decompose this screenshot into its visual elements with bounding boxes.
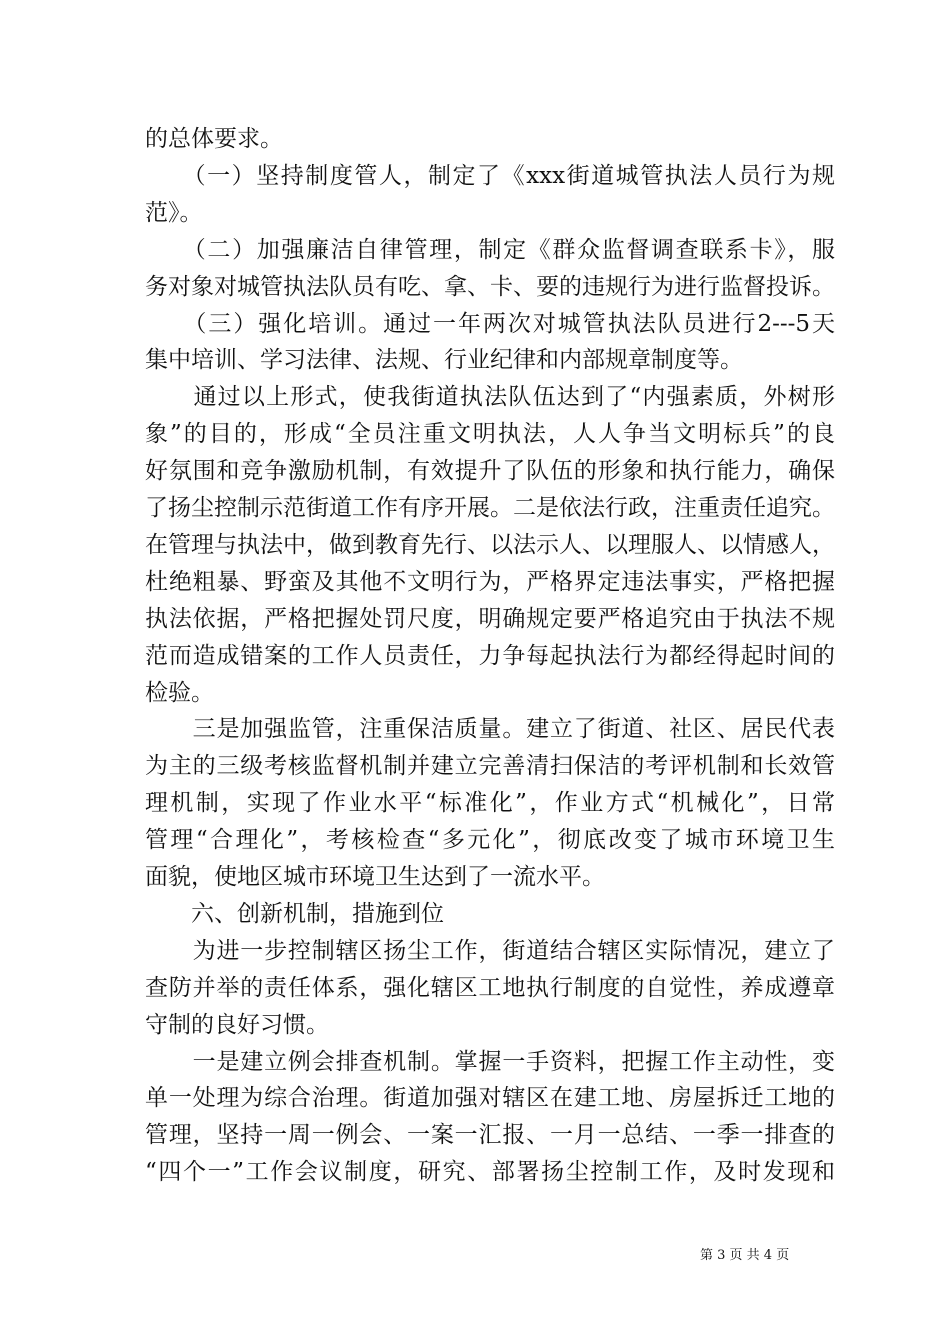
text-line: 理机制，实现了作业水平“标准化”，作业方式“机械化”，日常 xyxy=(145,790,835,816)
text-line: 管理“合理化”，考核检查“多元化”，彻底改变了城市环境卫生 xyxy=(145,827,835,853)
text-line: 一是建立例会排查机制。掌握一手资料，把握工作主动性，变 xyxy=(145,1049,835,1075)
text-line: 守制的良好习惯。 xyxy=(145,1012,329,1038)
text-line: 为进一步控制辖区扬尘工作，街道结合辖区实际情况，建立了 xyxy=(145,938,835,964)
text-line: 单一处理为综合治理。街道加强对辖区在建工地、房屋拆迁工地的 xyxy=(145,1085,835,1111)
text-line: 范而造成错案的工作人员责任，力争每起执法行为都经得起时间的 xyxy=(145,643,835,669)
text-line: 三是加强监管，注重保洁质量。建立了街道、社区、居民代表 xyxy=(145,716,835,742)
text-line: 执法依据，严格把握处罚尺度，明确规定要严格追究由于执法不规 xyxy=(145,606,835,632)
text-line: 杜绝粗暴、野蛮及其他不文明行为，严格界定违法事实，严格把握 xyxy=(145,569,835,595)
text-line: 通过以上形式，使我街道执法队伍达到了“内强素质，外树形 xyxy=(145,384,835,410)
text-line: 查防并举的责任体系，强化辖区工地执行制度的自觉性，养成遵章 xyxy=(145,975,835,1001)
page-number-footer: 第 3 页 共 4 页 xyxy=(700,1248,790,1263)
text-line: 务对象对城管执法队员有吃、拿、卡、要的违规行为进行监督投诉。 xyxy=(145,274,835,300)
text-line: 为主的三级考核监督机制并建立完善清扫保洁的考评机制和长效管 xyxy=(145,753,835,779)
text-line: 象”的目的，形成“全员注重文明执法，人人争当文明标兵”的良 xyxy=(145,421,835,447)
text-line: 范》。 xyxy=(145,200,203,226)
text-line: “四个一”工作会议制度，研究、部署扬尘控制工作，及时发现和 xyxy=(145,1159,835,1185)
text-line: 管理，坚持一周一例会、一案一汇报、一月一总结、一季一排查的 xyxy=(145,1122,835,1148)
text-line: 检验。 xyxy=(145,680,214,706)
text-line: 面貌，使地区城市环境卫生达到了一流水平。 xyxy=(145,864,605,890)
text-line: 在管理与执法中，做到教育先行、以法示人、以理服人、以情感人， xyxy=(145,532,835,558)
text-line: （二）加强廉洁自律管理，制定《群众监督调查联系卡》，服 xyxy=(145,237,835,263)
text-line: 的总体要求。 xyxy=(145,126,283,152)
text-line: 六、创新机制，措施到位 xyxy=(145,901,444,927)
text-line: （三）强化培训。通过一年两次对城管执法队员进行2---5天 xyxy=(145,311,835,337)
text-line: 好氛围和竞争激励机制，有效提升了队伍的形象和执行能力，确保 xyxy=(145,458,835,484)
text-line: 了扬尘控制示范街道工作有序开展。二是依法行政，注重责任追究。 xyxy=(145,495,835,521)
text-line: （一）坚持制度管人，制定了《xxx街道城管执法人员行为规 xyxy=(145,163,835,189)
text-line: 集中培训、学习法律、法规、行业纪律和内部规章制度等。 xyxy=(145,347,743,373)
